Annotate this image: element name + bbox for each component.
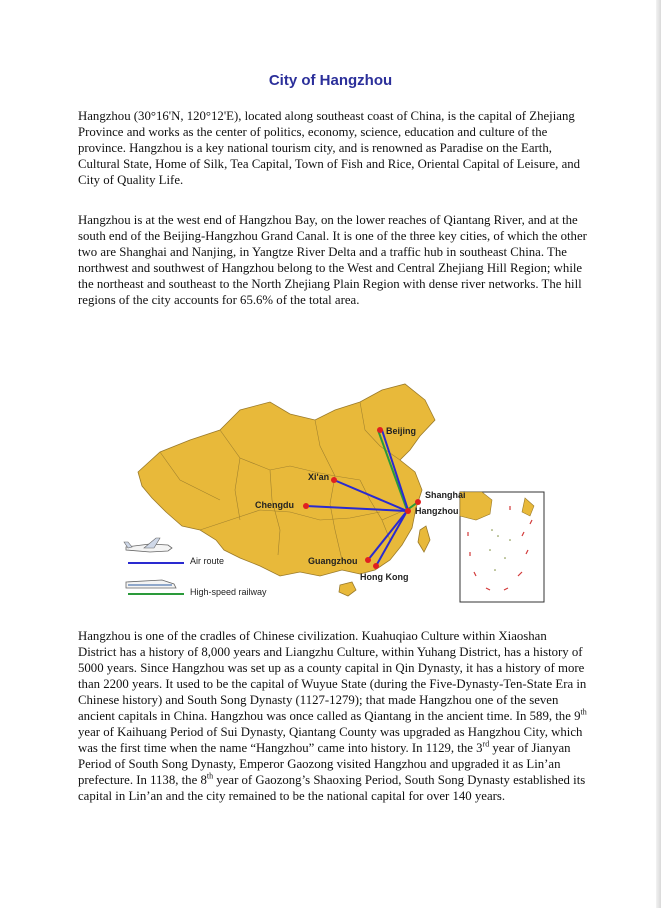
train-icon — [126, 580, 176, 588]
history-text-part-2: year of Kaihuang Period of Sui Dynasty, Qiantang County was upgraded as Hangzhou City, which was the first time when the name “Hangzhou” came into history. In 1129, the 3 — [78, 725, 583, 755]
page-edge — [656, 0, 661, 908]
chengdu-dot — [303, 503, 309, 509]
history-text-part-3: year of Jianyan Period of South Song Dynasty, Emperor Gaozong visited Hangzhou and upgraded it as Lin’an prefecture. In 1138, the 8 — [78, 741, 571, 787]
intro-paragraph: Hangzhou (30°16'N, 120°12'E), located along southeast coast of China, is the capital of Zhejiang Province and works as the center of politics, economy, science, education and culture of the province. Hangzhou is a key national tourism city, and is renowned as Paradise on the Earth, Cultural State, Home of Silk, Tea Capital, Town of Fish and Rice, Oriental Capital of Leisure, and City of Quality Life. — [78, 109, 581, 187]
china-map-figure — [120, 380, 556, 620]
hainan-island-shape — [339, 582, 356, 596]
chengdu-label: Chengdu — [255, 500, 294, 510]
xian-dot — [331, 477, 337, 483]
railway-legend-label: High-speed railway — [190, 587, 267, 597]
history-text-part-4: year of Gaozong’s Shaoxing Period, South Song Dynasty established its capital in Lin’an and the city remained to be the national capital for over 140 years. — [78, 773, 586, 803]
beijing-label: Beijing — [386, 426, 417, 436]
airplane-icon — [124, 538, 172, 552]
xian-label: Xi'an — [308, 472, 330, 482]
hangzhou-label: Hangzhou — [415, 506, 459, 516]
beijing-dot — [377, 427, 383, 433]
hongkong-dot — [373, 563, 379, 569]
guangzhou-dot — [365, 557, 371, 563]
china-mainland-shape — [138, 384, 435, 576]
ordinal-suffix-1: th — [580, 707, 587, 717]
ordinal-suffix-3: th — [206, 771, 214, 781]
page-title: City of Hangzhou — [268, 72, 393, 89]
guangzhou-label: Guangzhou — [308, 556, 358, 566]
hongkong-label: Hong Kong — [360, 572, 409, 582]
shanghai-dot — [415, 499, 421, 505]
shanghai-label: Shanghai — [425, 490, 466, 500]
geography-paragraph: Hangzhou is at the west end of Hangzhou Bay, on the lower reaches of Qiantang River, and at the south end of the Beijing-Hangzhou Grand Canal. It is one of the three key cities, of which the other two are Shanghai and Nanjing, in Yangtze River Delta and a traffic hub in southeast China. The northwest and southwest of Hangzhou belong to the West and Central Zhejiang Hill Region; while the northeast and southeast to the North Zhejiang Plain Region with dense river networks. The hill regions of the city accounts for 65.6% of the total area. — [78, 213, 587, 307]
air-route-legend-label: Air route — [190, 556, 225, 566]
china-map — [120, 380, 556, 620]
south-china-sea-inset — [460, 492, 544, 602]
taiwan-island-shape — [418, 526, 430, 552]
history-text-part-1: Hangzhou is one of the cradles of Chinese civilization. Kuahuqiao Culture within Xiaoshan District has a history of 8,000 years and Liangzhu Culture, within Yuhang District, has a history of 5000 years. Since Hangzhou was set up as a county capital in Qin Dynasty, it has a history of more than 2200 years. It used to be the capital of Wuyue State (during the Five-Dynasty-Ten-State Era in Chinese history) and South Song Dynasty (1127-1279); that made Hangzhou one of the seven ancient capitals in China. Hangzhou was once called as Qiantang in the ancient time. In 589, the 9 — [78, 629, 587, 723]
hangzhou-dot — [405, 508, 411, 514]
ordinal-suffix-2: rd — [482, 739, 490, 749]
history-paragraph — [78, 628, 588, 804]
